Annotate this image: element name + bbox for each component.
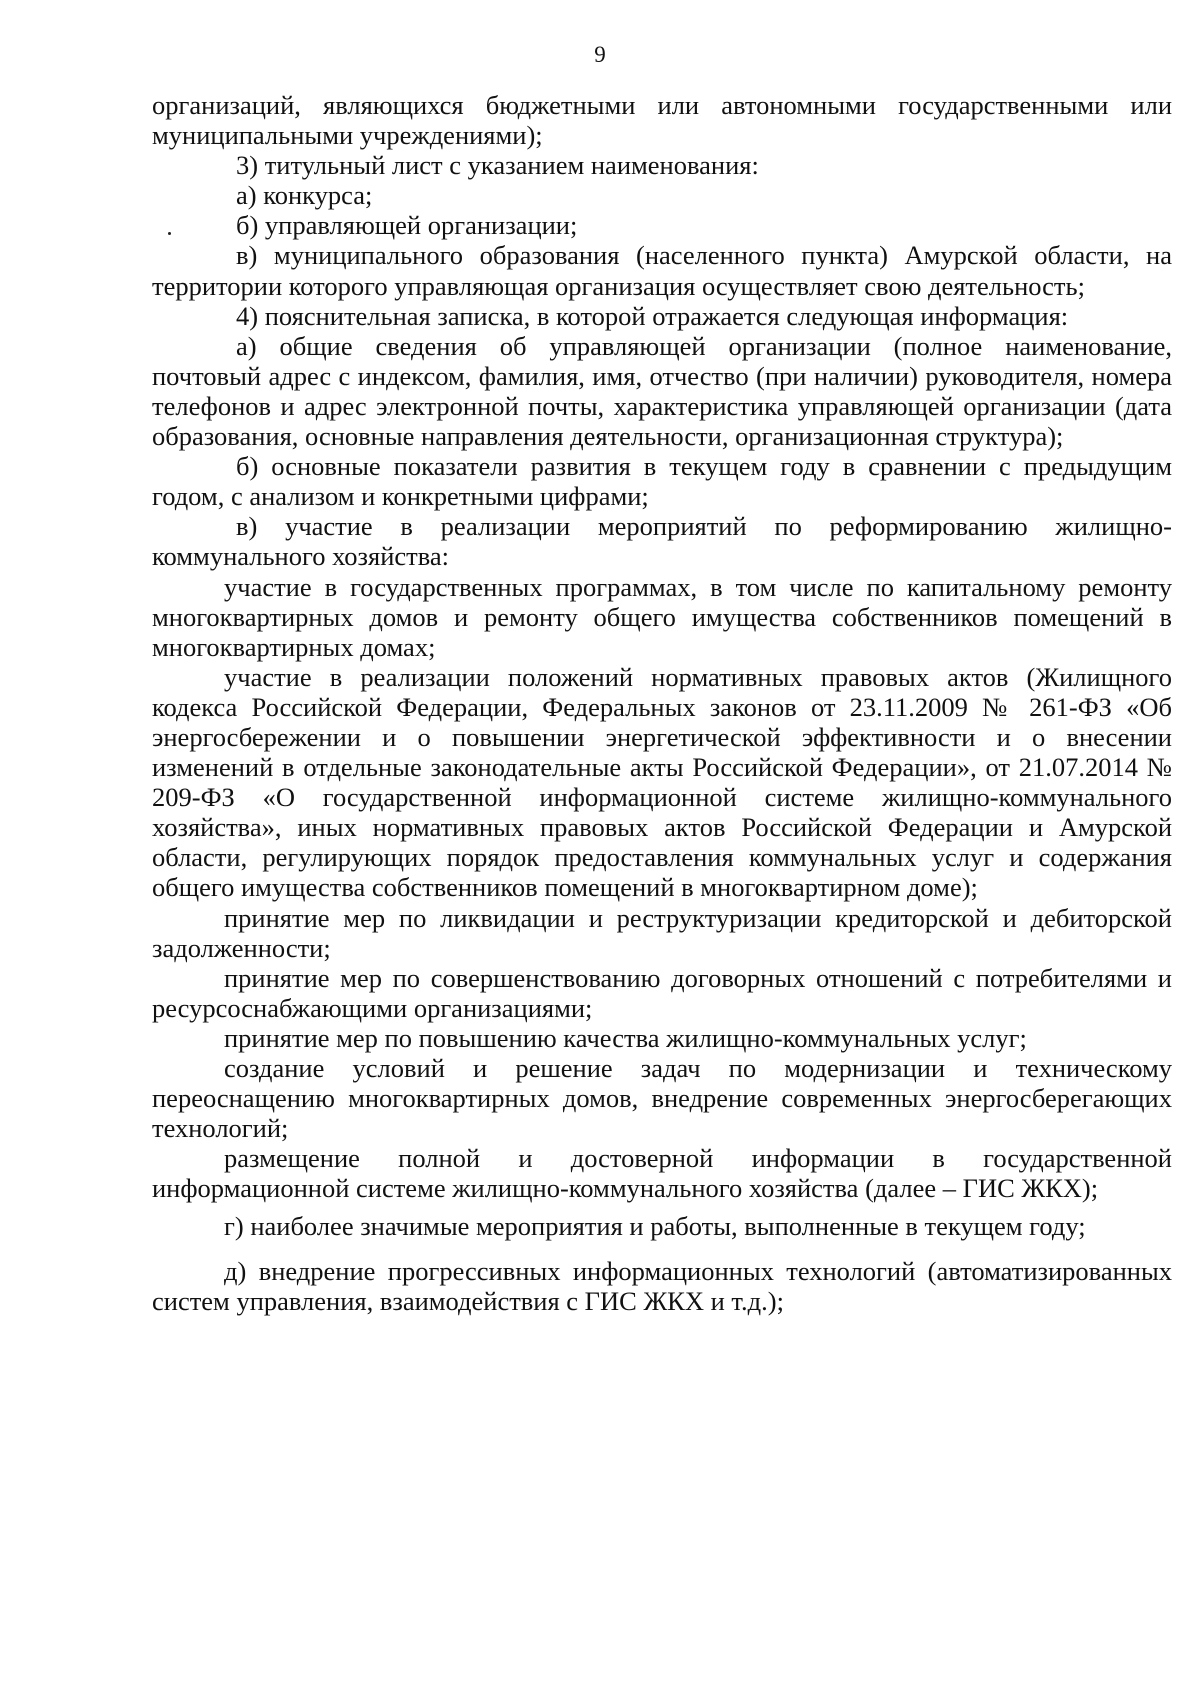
paragraph-item-3v: в) муниципального образования (населенного пункта) Амурской области, на территории которого управляющая организация осуществляет свою деятельность;	[152, 240, 1172, 301]
paragraph-item-4a: а) общие сведения об управляющей организации (полное наименование, почтовый адрес с индексом, фамилия, имя, отчество (при наличии) руководителя, номера телефонов и адрес электронной почты, характеристика управляющей организации (дата образования, основные направления деятельности, организационная структура);	[152, 330, 1172, 452]
paragraph-item-4b: б) основные показатели развития в текущем году в сравнении с предыдущим годом, с анализом и конкретными цифрами;	[152, 451, 1172, 512]
paragraph-item-4g: г) наиболее значимые мероприятия и работы, выполненные в текущем году;	[224, 1211, 1086, 1242]
paragraph-item-3: 3) титульный лист с указанием наименования:	[236, 150, 759, 181]
paragraph-subitem: принятие мер по совершенствованию договорных отношений с потребителями и ресурсоснабжающими организациями;	[152, 962, 1172, 1023]
paragraph-subitem: участие в государственных программах, в том числе по капитальному ремонту многоквартирных домов и ремонту общего имущества собственников помещений в многоквартирных домах;	[152, 571, 1172, 662]
paragraph-subitem: участие в реализации положений нормативных правовых актов (Жилищного кодекса Российской Федерации, Федеральных законов от 23.11.2009 № 261-ФЗ «Об энергосбережении и о повышении энергетической эффективности и о внесении изменений в отдельные законодательные акты Российской Федерации», от 21.07.2014 № 209-ФЗ «О государственной информационной системе жилищно-коммунального хозяйства», иных нормативных правовых актов Российской Федерации и Амурской области, регулирующих порядок предоставления коммунальных услуг и содержания общего имущества собственников помещений в многоквартирном доме);	[152, 661, 1172, 903]
paragraph-subitem: создание условий и решение задач по модернизации и техническому переоснащению многоквартирных домов, внедрение современных энергосберегающих технологий;	[152, 1053, 1172, 1144]
paragraph-item-4v: в) участие в реализации мероприятий по реформированию жилищно-коммунального хозяйства:	[152, 511, 1172, 572]
paragraph-subitem: размещение полной и достоверной информации в государственной информационной системе жилищно-коммунального хозяйства (далее – ГИС ЖКХ);	[152, 1143, 1172, 1204]
page-number: 9	[594, 42, 606, 67]
paragraph-item-4d: д) внедрение прогрессивных информационных технологий (автоматизированных систем управления, взаимодействия с ГИС ЖКХ и т.д.);	[152, 1255, 1172, 1316]
paragraph-subitem: принятие мер по повышению качества жилищно-коммунальных услуг;	[224, 1022, 1027, 1053]
paragraph-subitem: принятие мер по ликвидации и реструктуризации кредиторской и дебиторской задолженности;	[152, 902, 1172, 963]
paragraph-item-3a: а) конкурса;	[236, 180, 373, 211]
document-body	[152, 90, 1172, 1316]
paragraph-continuation: организаций, являющихся бюджетными или автономными государственными или муниципальными учреждениями);	[152, 90, 1172, 151]
paragraph-item-4: 4) пояснительная записка, в которой отражается следующая информация:	[236, 300, 1069, 331]
paragraph-item-3b: б) управляющей организации;	[236, 210, 578, 241]
